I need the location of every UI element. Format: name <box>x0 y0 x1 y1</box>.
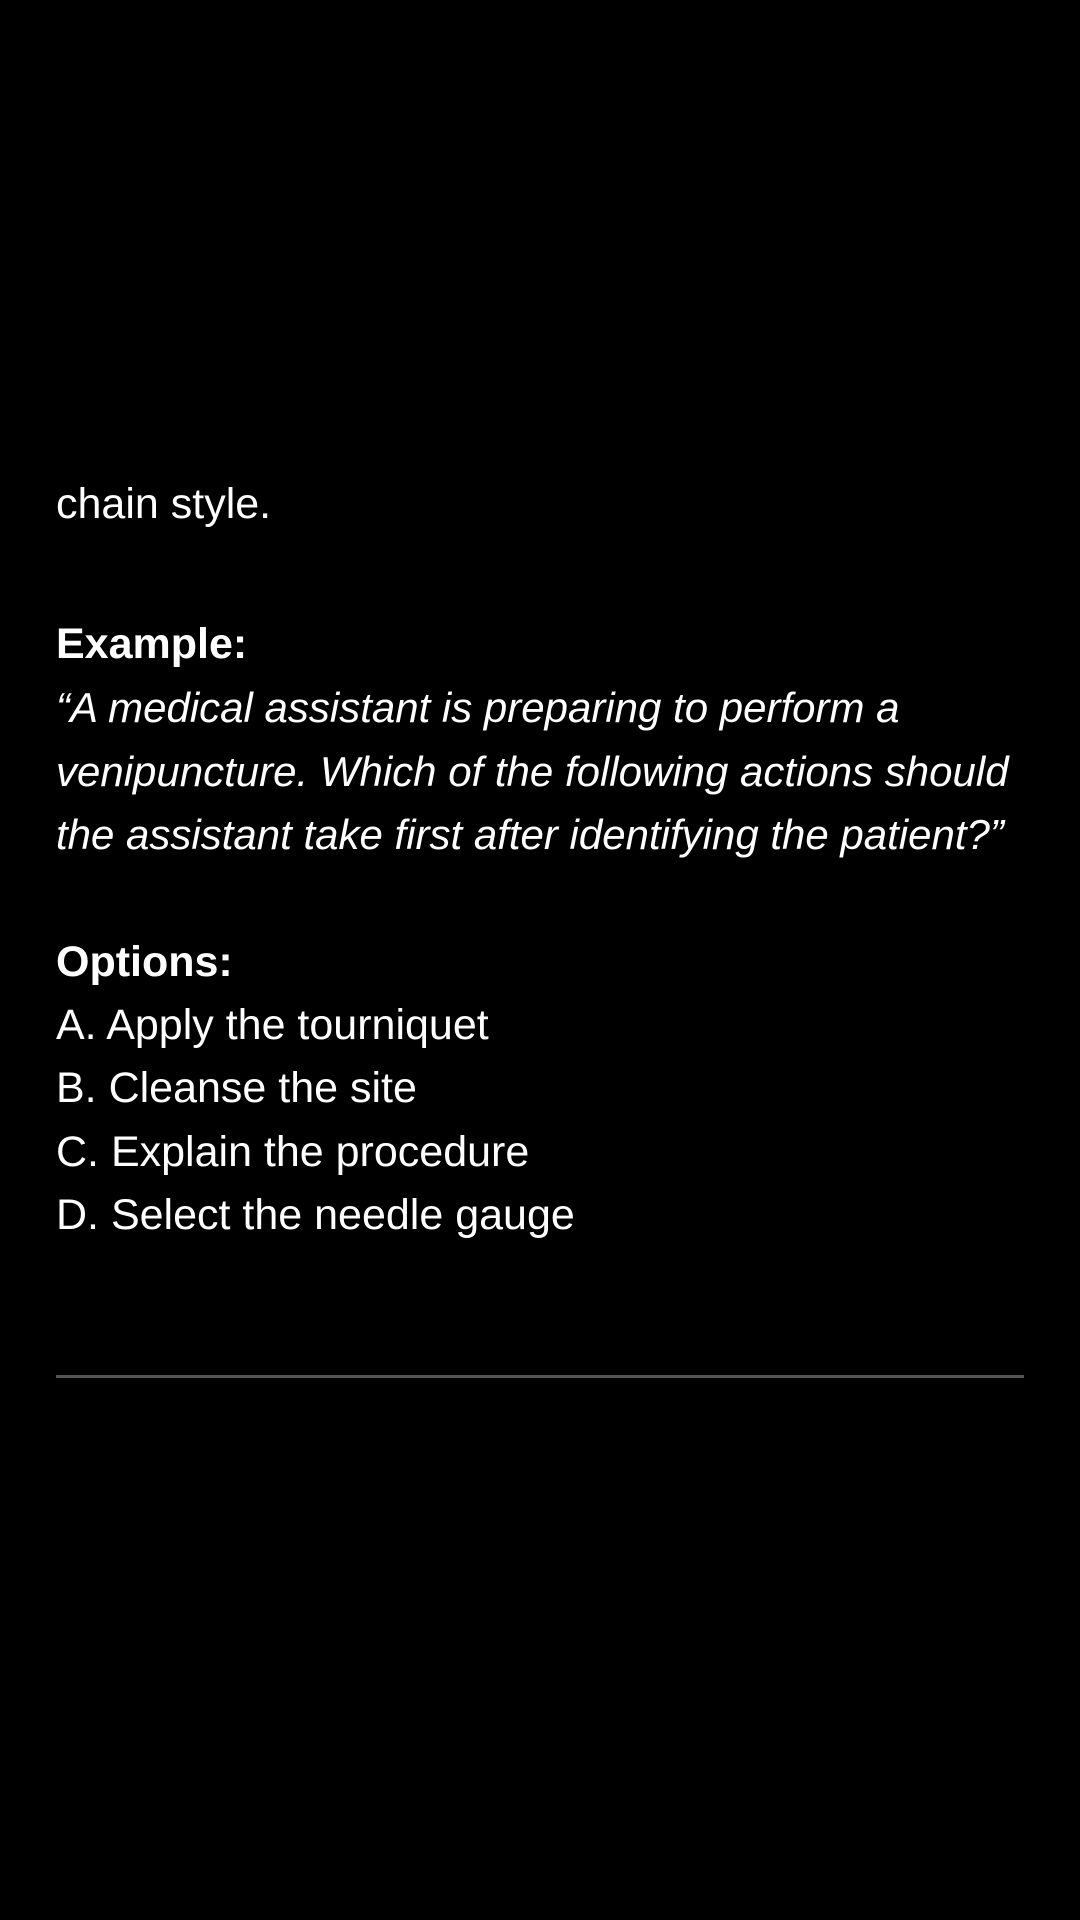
question-content <box>56 613 1036 1248</box>
options-heading: Options: <box>56 937 233 986</box>
clipped-previous-text <box>56 480 956 536</box>
example-heading: Example: <box>56 620 248 668</box>
option-c: C. Explain the procedure <box>56 1127 530 1176</box>
options-section <box>56 931 1036 1248</box>
clipped-previous-line: chain style. <box>56 480 272 528</box>
divider <box>56 1375 1024 1378</box>
option-d: D. Select the needle gauge <box>56 1191 575 1239</box>
option-b: B. Cleanse the site <box>56 1064 417 1112</box>
example-question: “A medical assistant is preparing to perform a venipuncture. Which of the following actions should the assistant take first after identifying the patient?” <box>56 684 1009 858</box>
option-a: A. Apply the tourniquet <box>56 1000 489 1049</box>
